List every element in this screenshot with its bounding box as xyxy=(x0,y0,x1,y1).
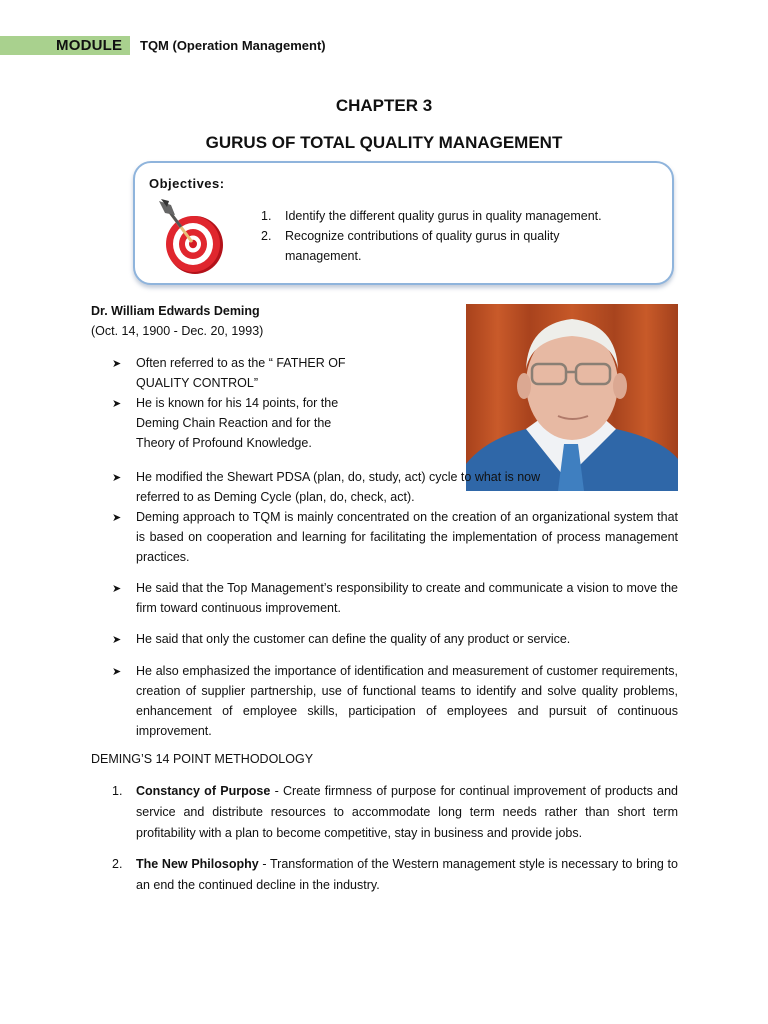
objective-text: Recognize contributions of quality gurus in quality management. xyxy=(285,229,560,263)
objective-item xyxy=(261,226,661,266)
bullet-text: Deming approach to TQM is mainly concentrated on the creation of an organizational system that is based on cooperation and learning for facilitating the implementation of process management practices. xyxy=(136,510,678,564)
bullet-item xyxy=(112,578,678,618)
objective-item xyxy=(261,206,661,226)
bullet-item xyxy=(112,467,678,507)
arrow-bullet-icon: ➤ xyxy=(112,512,122,524)
point-text xyxy=(136,854,678,896)
arrow-bullet-icon: ➤ xyxy=(112,634,122,646)
bullet-item xyxy=(112,629,678,650)
bullet-text: He said that only the customer can define the quality of any product or service. xyxy=(136,632,571,646)
objective-number: 2. xyxy=(261,229,272,243)
chapter-number: CHAPTER 3 xyxy=(335,96,433,115)
guru-bullets-bottom xyxy=(112,467,678,741)
chapter-title: GURUS OF TOTAL QUALITY MANAGEMENT xyxy=(205,133,563,152)
point-description: - Create firmness of purpose for continual improvement of products and service and distribute resources to accommodate long term needs rather than short term profitability with a plan to become competitive, stay in business and provide jobs. xyxy=(136,784,678,840)
point-text xyxy=(136,781,678,844)
arrow-bullet-icon: ➤ xyxy=(112,472,122,484)
bullet-text: He modified the Shewart PDSA (plan, do, study, act) cycle to what is now referred to as Deming Cycle (plan, do, check, act). xyxy=(136,470,541,504)
arrow-bullet-icon: ➤ xyxy=(112,666,122,678)
bullet-text: He said that the Top Management’s responsibility to create and communicate a vision to move the firm toward continuous improvement. xyxy=(136,581,678,615)
objectives-box xyxy=(133,161,674,285)
bullet-item xyxy=(112,507,678,567)
guru-bullets-top xyxy=(112,353,362,453)
bullet-text: He is known for his 14 points, for the Deming Chain Reaction and for the Theory of Profound Knowledge. xyxy=(136,396,339,450)
module-title: TQM (Operation Management) xyxy=(140,38,326,53)
bullet-item xyxy=(112,353,362,393)
point-title: Constancy of Purpose xyxy=(136,784,271,798)
portrait-photo xyxy=(466,304,678,491)
methodology-heading: DEMING’S 14 POINT METHODOLOGY xyxy=(91,752,314,766)
guru-dates: (Oct. 14, 1900 - Dec. 20, 1993) xyxy=(91,324,264,338)
target-dart-icon xyxy=(155,197,231,277)
point-title: The New Philosophy xyxy=(136,857,259,871)
point-number: 2. xyxy=(112,857,123,871)
objectives-heading: Objectives: xyxy=(149,176,225,191)
point-description: - Transformation of the Western management style is necessary to bring to an end the continued decline in the industry. xyxy=(136,857,678,892)
arrow-bullet-icon: ➤ xyxy=(112,583,122,595)
methodology-list xyxy=(112,781,678,896)
arrow-bullet-icon: ➤ xyxy=(112,358,122,370)
bullet-item xyxy=(112,661,678,741)
objectives-list xyxy=(261,206,661,266)
module-label: MODULE xyxy=(56,37,123,54)
bullet-item xyxy=(112,393,362,453)
bullet-text: Often referred to as the “ FATHER OF QUALITY CONTROL” xyxy=(136,356,346,390)
bullet-text: He also emphasized the importance of identification and measurement of customer requirements, creation of supplier partnership, use of functional teams to identify and solve quality problems, enhancement of employee skills, participation of employees and pursuit of continuous improvement. xyxy=(136,664,678,738)
point-number: 1. xyxy=(112,784,123,798)
arrow-bullet-icon: ➤ xyxy=(112,398,122,410)
guru-name: Dr. William Edwards Deming xyxy=(91,304,260,318)
objective-text: Identify the different quality gurus in quality management. xyxy=(285,209,602,223)
methodology-point xyxy=(112,854,678,896)
objective-number: 1. xyxy=(261,209,272,223)
methodology-point xyxy=(112,781,678,844)
